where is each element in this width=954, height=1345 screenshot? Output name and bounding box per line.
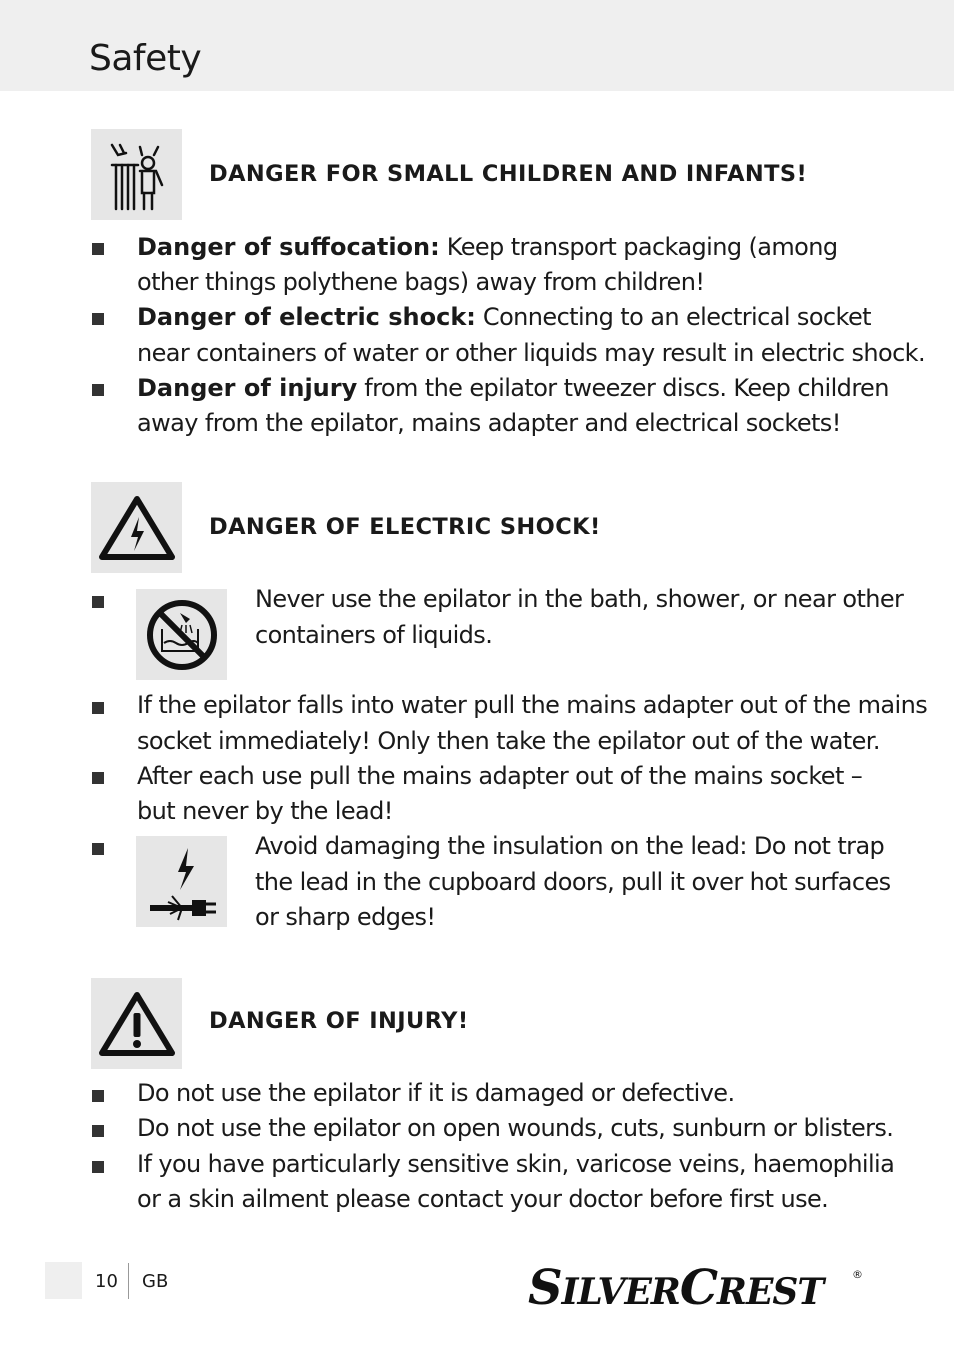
footer-marker — [45, 1262, 82, 1299]
item-bold-label: Danger of injury — [137, 374, 358, 402]
brand-logo: SILVERCREST — [528, 1260, 824, 1316]
list-item — [137, 230, 838, 266]
item-bold-label: Danger of electric shock: — [137, 303, 476, 331]
no-water-icon — [136, 589, 227, 680]
section-heading-electric-shock: DANGER OF ELECTRIC SHOCK! — [209, 514, 601, 540]
page-header — [0, 0, 954, 91]
list-item-continued: socket immediately! Only then take the epilator out of the water. — [137, 727, 880, 755]
list-item-continued: containers of liquids. — [255, 621, 493, 649]
bullet — [92, 843, 104, 855]
bullet — [92, 243, 104, 255]
page-number: 10 — [95, 1271, 118, 1292]
footer-divider — [128, 1263, 129, 1299]
list-item-continued: near containers of water or other liquids may result in electric shock. — [137, 339, 926, 367]
list-item: After each use pull the mains adapter out of the mains socket – — [137, 762, 863, 790]
language-code: GB — [142, 1271, 169, 1292]
list-item: Never use the epilator in the bath, shower, or near other — [255, 585, 904, 613]
list-item-continued: or sharp edges! — [255, 903, 436, 931]
section-heading-children: DANGER FOR SMALL CHILDREN AND INFANTS! — [209, 161, 808, 187]
list-item-continued: the lead in the cupboard doors, pull it over hot surfaces — [255, 868, 891, 896]
child-warning-icon — [91, 129, 182, 220]
item-text: Connecting to an electrical socket — [475, 303, 871, 331]
general-warning-icon — [91, 978, 182, 1069]
list-item-continued: but never by the lead! — [137, 797, 393, 825]
item-bold-label: Danger of suffocation: — [137, 233, 440, 261]
item-text: Keep transport packaging (among — [439, 233, 838, 261]
bullet — [92, 1090, 104, 1102]
list-item — [137, 371, 889, 407]
list-item: Do not use the epilator if it is damaged or defective. — [137, 1079, 735, 1107]
list-item — [137, 300, 871, 336]
bullet — [92, 702, 104, 714]
list-item-continued: other things polythene bags) away from children! — [137, 268, 705, 296]
list-item: If you have particularly sensitive skin, varicose veins, haemophilia — [137, 1150, 895, 1178]
list-item-continued: or a skin ailment please contact your doctor before first use. — [137, 1185, 829, 1213]
bullet — [92, 1125, 104, 1137]
bullet — [92, 596, 104, 608]
bullet — [92, 313, 104, 325]
list-item: Do not use the epilator on open wounds, cuts, sunburn or blisters. — [137, 1114, 894, 1142]
damaged-cable-icon — [136, 836, 227, 927]
page-title: Safety — [89, 38, 202, 79]
electric-warning-icon — [91, 482, 182, 573]
trademark-symbol: ® — [852, 1268, 863, 1281]
item-text: from the epilator tweezer discs. Keep children — [357, 374, 889, 402]
bullet — [92, 384, 104, 396]
list-item: Avoid damaging the insulation on the lead: Do not trap — [255, 832, 885, 860]
bullet — [92, 772, 104, 784]
bullet — [92, 1161, 104, 1173]
list-item-continued: away from the epilator, mains adapter and electrical sockets! — [137, 409, 841, 437]
list-item: If the epilator falls into water pull the mains adapter out of the mains — [137, 691, 928, 719]
section-heading-injury: DANGER OF INJURY! — [209, 1008, 469, 1034]
